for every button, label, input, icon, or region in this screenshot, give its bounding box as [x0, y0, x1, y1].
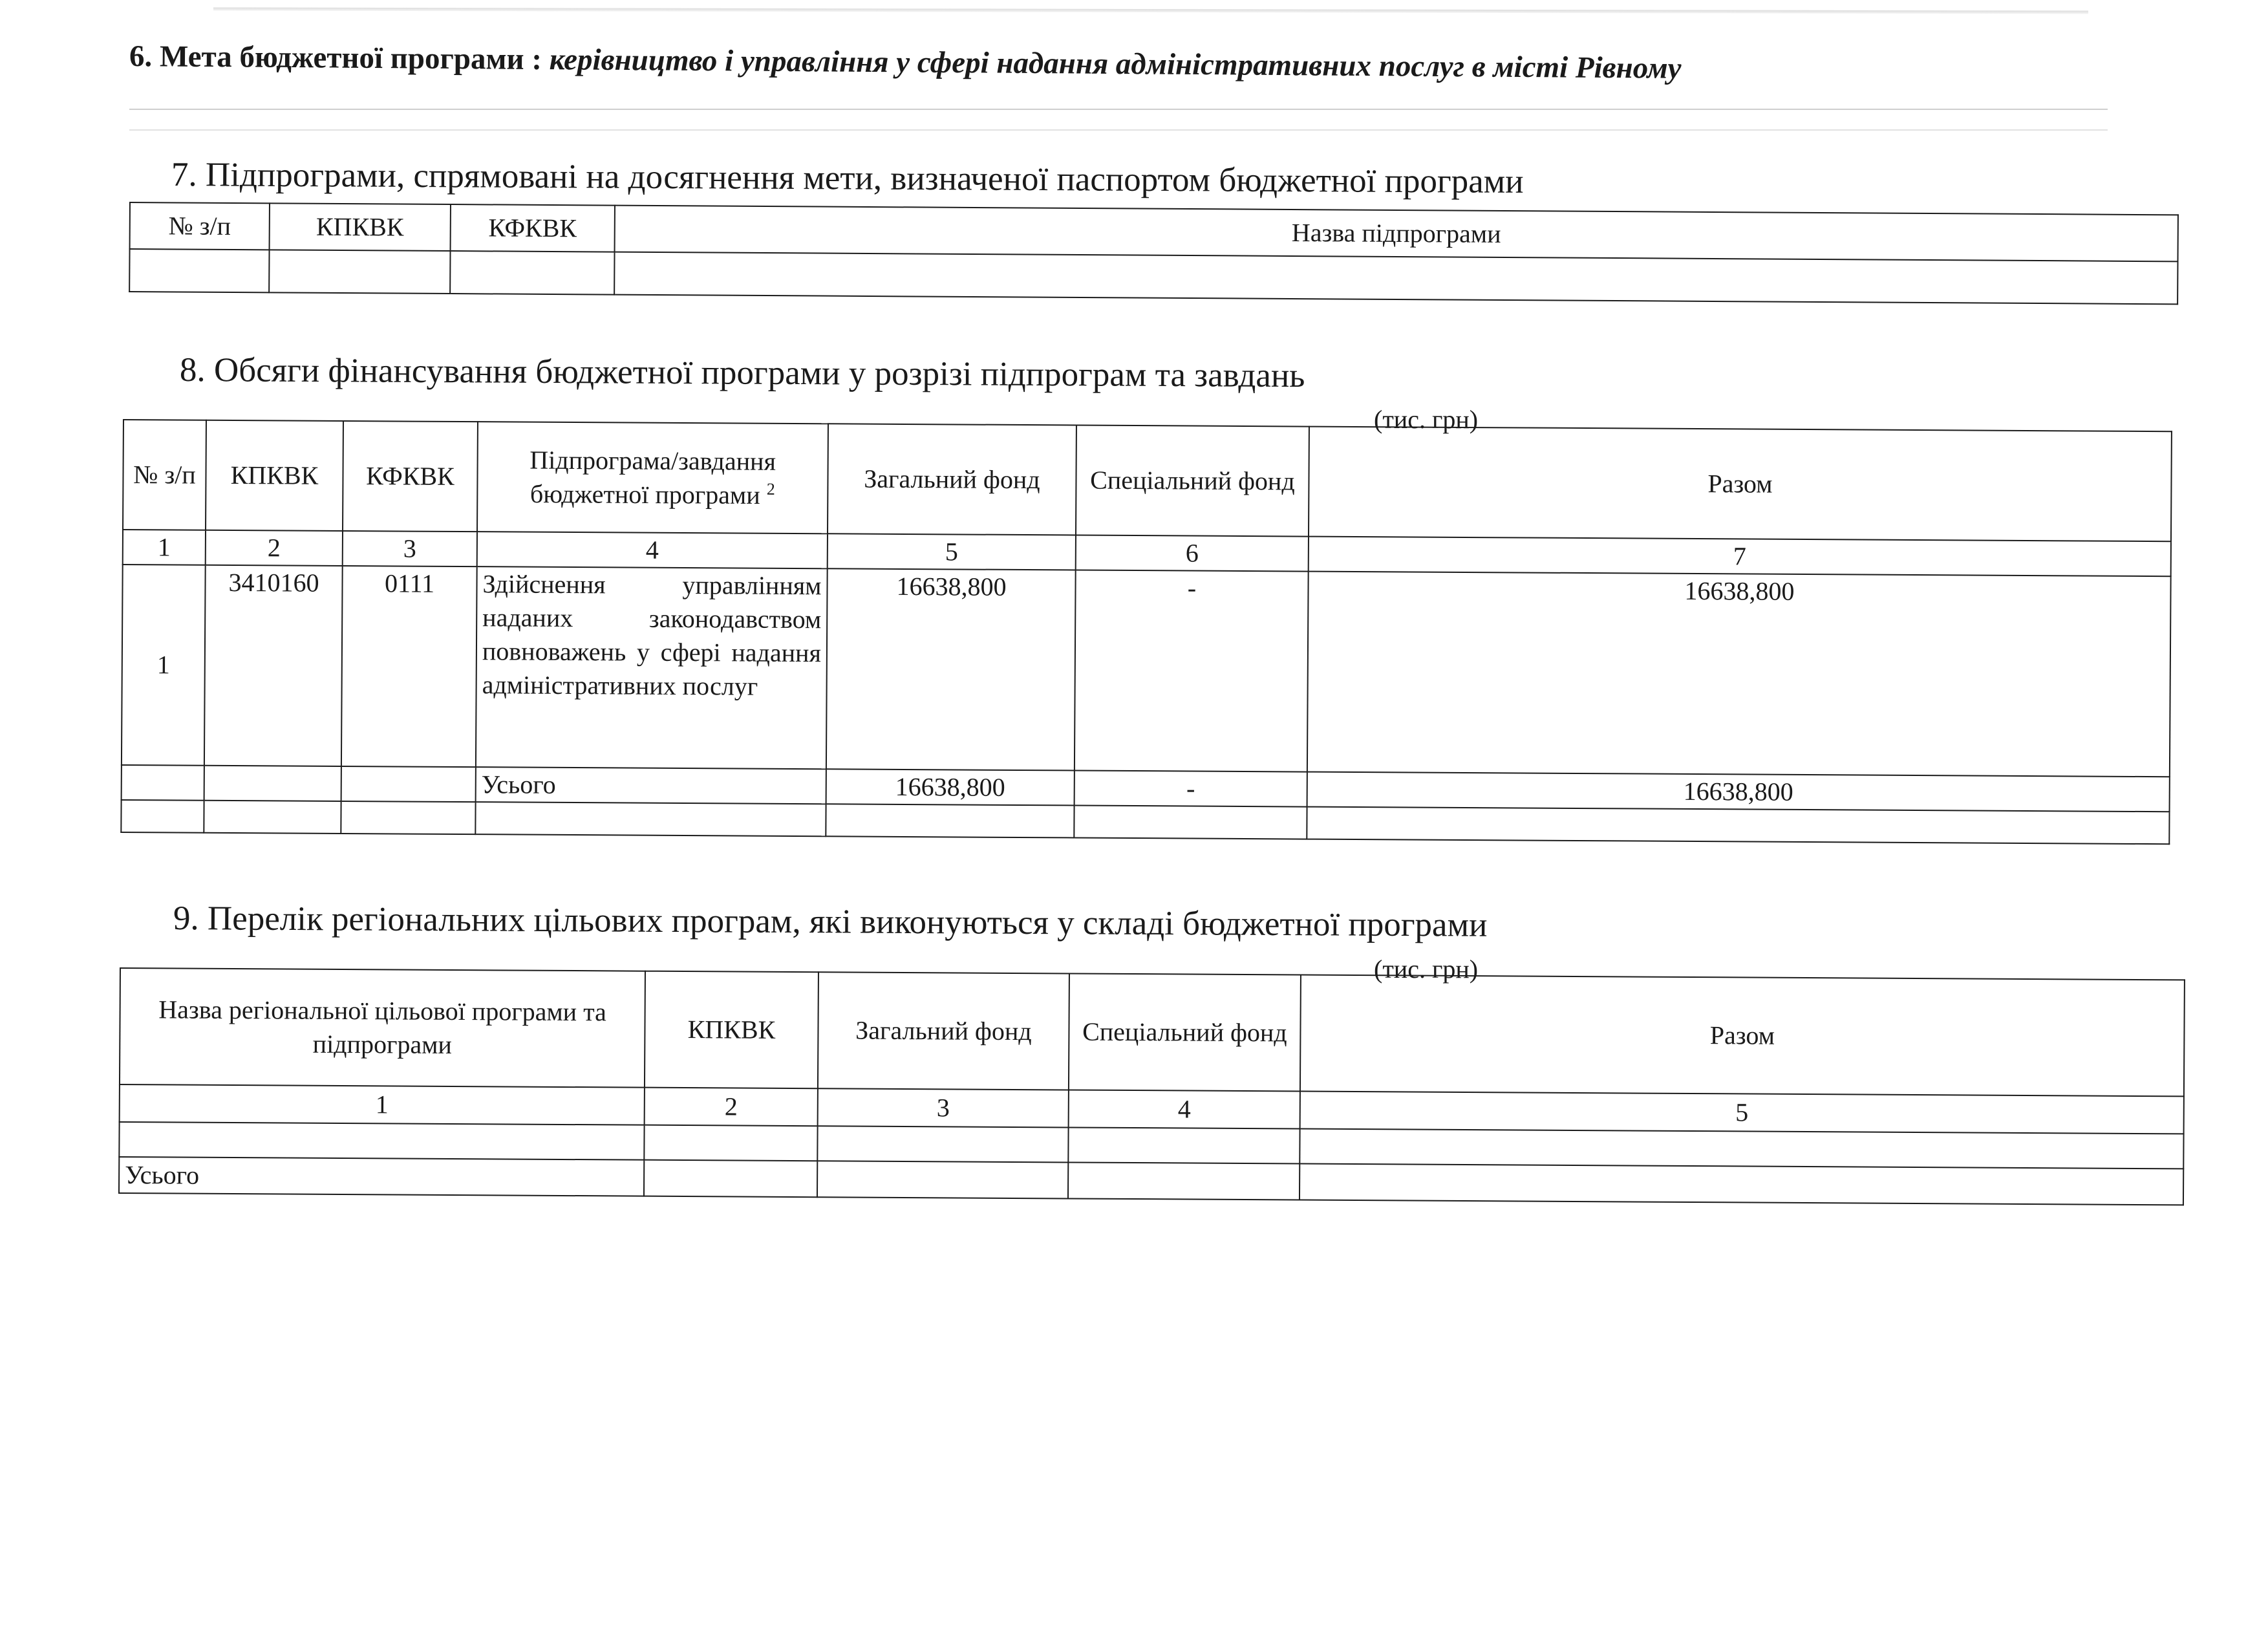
table-cell: [1068, 1127, 1300, 1163]
financing-table: [120, 419, 2172, 845]
header-general-fund: Загальний фонд: [818, 972, 1069, 1090]
footnote-marker: 2: [766, 479, 775, 499]
table-cell: [341, 801, 475, 834]
row-task: Здійснення управлінням наданих законодавством повноважень у сфері надання адміністративних послуг: [476, 566, 828, 769]
col-number: 3: [343, 531, 477, 566]
header-kfkvk: КФКВК: [343, 421, 478, 532]
header-total: Разом: [1300, 975, 2185, 1097]
row-number: 1: [122, 565, 206, 766]
regional-programs-table: [118, 967, 2185, 1205]
goal-underline: [129, 109, 2108, 110]
table-cell: [450, 251, 614, 295]
header-task-label: Підпрограма/завдання бюджетної програми: [530, 445, 776, 510]
row-general-fund: 16638,800: [826, 568, 1076, 770]
header-kpkvk: КПКВК: [206, 420, 343, 531]
header-kfkvk: КФКВК: [451, 204, 615, 252]
col-number: 5: [1300, 1092, 2184, 1134]
budget-program-goal: [129, 39, 2108, 89]
goal-text: керівництво і управління у сфері надання адміністративних послуг в місті Рівному: [549, 43, 1682, 85]
table-cell: [817, 1161, 1068, 1198]
section7-title: 7. Підпрограми, спрямовані на досягнення мети, визначеної паспортом бюджетної програми: [171, 156, 1524, 200]
subprograms-table: [129, 202, 2179, 305]
table-cell: [1068, 1162, 1300, 1200]
header-number: № з/п: [130, 202, 270, 250]
total-label: Усього: [476, 767, 826, 804]
header-special-fund: Спеціальний фонд: [1076, 425, 1309, 536]
header-total: Разом: [1309, 427, 2172, 542]
col-number: 4: [1069, 1090, 1300, 1128]
col-number: 1: [123, 530, 206, 565]
table-cell: [644, 1125, 817, 1161]
col-number: 7: [1309, 537, 2171, 577]
row-kfkvk: 0111: [341, 566, 477, 767]
col-number: 1: [120, 1084, 645, 1125]
table-cell: [129, 249, 269, 292]
header-regional-program: Назва регіональної цільової програми та підпрограми: [120, 968, 645, 1088]
header-number: № з/п: [123, 420, 206, 530]
table-cell: [644, 1160, 817, 1198]
header-general-fund: Загальний фонд: [828, 424, 1076, 535]
table-cell: [204, 766, 341, 801]
table-cell: [122, 765, 204, 801]
row-kpkvk: 3410160: [204, 565, 343, 766]
col-number: 2: [645, 1088, 818, 1126]
col-number: 2: [206, 530, 343, 566]
total-label: Усього: [119, 1157, 644, 1196]
header-kpkvk: КПКВК: [645, 971, 818, 1089]
col-number: 6: [1076, 535, 1309, 571]
table-cell: [119, 1122, 644, 1160]
table-row: [122, 565, 2171, 777]
table-cell: [121, 800, 204, 833]
table-cell: [826, 804, 1074, 837]
section9-title: 9. Перелік регіональних цільових програм, які виконуються у складі бюджетної програми: [173, 900, 1488, 944]
row-special-fund: -: [1075, 570, 1309, 771]
section8-title: 8. Обсяги фінансування бюджетної програми у розрізі підпрограм та завдань: [179, 351, 1305, 395]
total-total: 16638,800: [1307, 772, 2170, 812]
goal-underline-2: [129, 129, 2108, 131]
col-number: 5: [828, 534, 1076, 570]
col-number: 4: [477, 532, 828, 568]
header-subprogram-name: Назва підпрограми: [615, 206, 2178, 262]
table-cell: [1307, 807, 2169, 845]
table-cell: [475, 802, 826, 836]
total-special-fund: -: [1075, 770, 1307, 806]
table-cell: [817, 1126, 1068, 1162]
table-cell: [1074, 805, 1307, 839]
row-total: 16638,800: [1307, 572, 2171, 777]
total-general-fund: 16638,800: [826, 769, 1075, 805]
table-cell: [204, 801, 341, 834]
goal-lead: 6. Мета бюджетної програми :: [129, 39, 550, 77]
section9-unit: (тис. грн): [1374, 954, 1479, 984]
table-cell: [341, 766, 476, 802]
section8-unit: (тис. грн): [1374, 405, 1479, 434]
table-cell: [1300, 1129, 2183, 1169]
table-cell: [614, 252, 2177, 305]
table-cell: [1300, 1164, 2183, 1205]
col-number: 3: [818, 1088, 1069, 1127]
table-cell: [269, 250, 450, 294]
header-kpkvk: КПКВК: [270, 203, 451, 251]
header-special-fund: Спеціальний фонд: [1069, 973, 1301, 1091]
header-task: [477, 422, 828, 534]
scan-edge: [213, 7, 2088, 14]
